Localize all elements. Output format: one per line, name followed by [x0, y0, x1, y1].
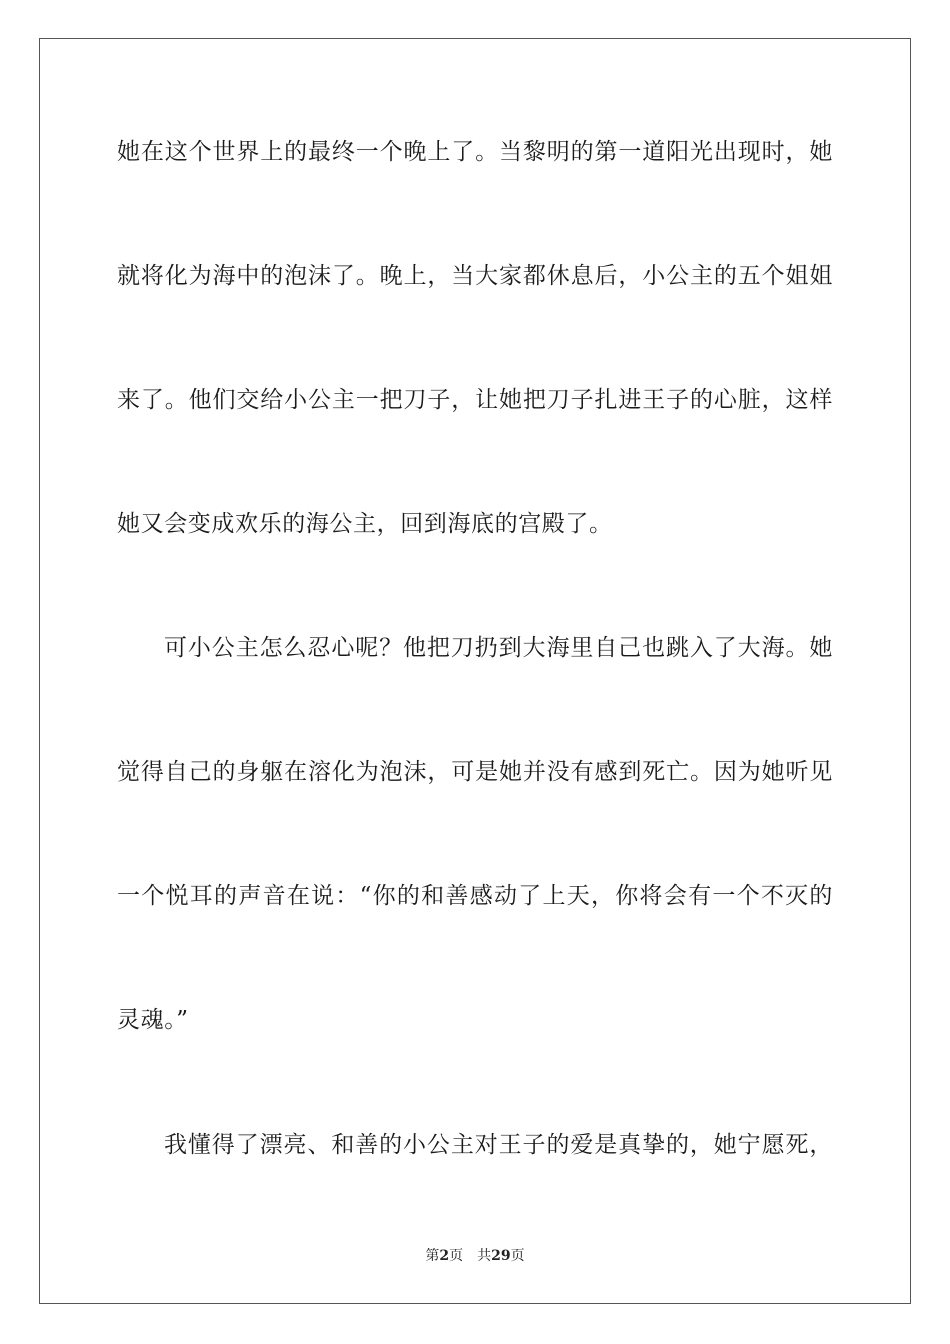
total-pages: 29 [491, 1248, 511, 1264]
page-prefix: 第 [425, 1248, 440, 1264]
paragraph-line: 一个悦耳的声音在说：“你的和善感动了上天，你将会有一个不灭的 [117, 883, 833, 909]
paragraph-line: 她又会变成欢乐的海公主，回到海底的宫殿了。 [117, 511, 613, 537]
paragraph-line: 灵魂。” [117, 1007, 189, 1033]
total-suffix: 页 [510, 1248, 525, 1264]
total-prefix: 共 [477, 1248, 492, 1264]
paragraph-line: 觉得自己的身躯在溶化为泡沫，可是她并没有感到死亡。因为她听见 [117, 759, 833, 785]
paragraph-line: 她在这个世界上的最终一个晚上了。当黎明的第一道阳光出现时，她 [117, 139, 833, 165]
page-suffix: 页 [449, 1248, 464, 1264]
page-number: 2 [439, 1248, 450, 1264]
paragraph-line: 来了。他们交给小公主一把刀子，让她把刀子扎进王子的心脏，这样 [117, 387, 833, 413]
paragraph-line: 我懂得了漂亮、和善的小公主对王子的爱是真挚的，她宁愿死， [164, 1132, 833, 1158]
paragraph-line: 可小公主怎么忍心呢？他把刀扔到大海里自己也跳入了大海。她 [164, 635, 833, 661]
page-border [39, 38, 911, 1304]
page-footer [0, 1246, 950, 1266]
paragraph-line: 就将化为海中的泡沫了。晚上，当大家都休息后，小公主的五个姐姐 [117, 263, 833, 289]
